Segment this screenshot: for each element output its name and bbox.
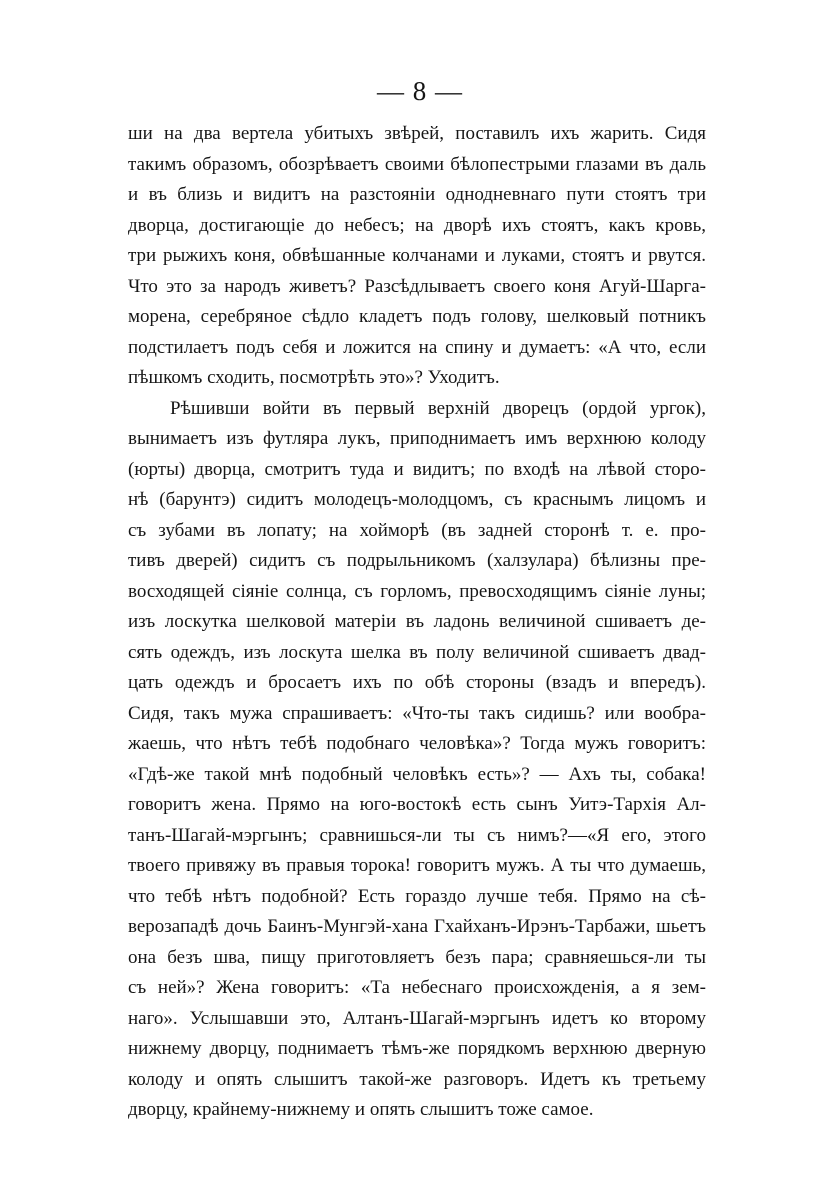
text-line: говоритъ жена. Прямо на юго-востокѣ есть сынъ Уитэ-Тархія Ал- xyxy=(128,794,706,815)
text-line: что тебѣ нѣтъ подобной? Есть гораздо лучше тебя. Прямо на сѣ- xyxy=(128,885,706,907)
text-line: съ ней»? Жена говоритъ: «Та небеснаго происхожденія, а я зем- xyxy=(128,977,706,998)
text-line: дворцу, крайнему-нижнему и опять слышитъ тоже самое. xyxy=(128,1099,594,1120)
text-line: три рыжихъ коня, обвѣшанные колчанами и луками, стоятъ и рвутся. xyxy=(128,245,706,266)
text-line: сять одеждъ, изъ лоскута шелка въ полу величиной сшиваетъ двад- xyxy=(128,641,706,663)
text-line: нѣ (барунтэ) сидитъ молодецъ-молодцомъ, съ краснымъ лицомъ и xyxy=(128,489,706,510)
body-text xyxy=(128,119,706,1126)
text-line: колоду и опять слышитъ такой-же разговоръ. Идетъ къ третьему xyxy=(128,1068,706,1090)
text-line: дворца, достигающіе до небесъ; на дворѣ ихъ стоятъ, какъ кровь, xyxy=(128,214,706,236)
text-line: (юрты) дворца, смотритъ туда и видитъ; по входѣ на лѣвой сторо- xyxy=(128,458,706,480)
text-line: изъ лоскутка шелковой матеріи въ ладонь величиной сшиваетъ де- xyxy=(128,611,706,632)
text-line: «Гдѣ-же такой мнѣ подобный человѣкъ есть»? — Ахъ ты, собака! xyxy=(128,763,706,785)
text-line: твоего привяжу въ правыя торока! говоритъ мужъ. А ты что думаешь, xyxy=(128,855,706,876)
text-line: Рѣшивши войти въ первый верхній дворецъ (ордой ургок), xyxy=(170,397,706,419)
text-line: она безъ шва, пищу приготовляетъ безъ пара; сравняешься-ли ты xyxy=(128,946,706,968)
text-line: Сидя, такъ мужа спрашиваетъ: «Что-ты такъ сидишь? или вообра- xyxy=(128,702,706,724)
text-line: тивъ дверей) сидитъ съ подрыльникомъ (халзулара) бѣлизны пре- xyxy=(128,550,706,571)
text-line: нижнему дворцу, поднимаетъ тѣмъ-же порядкомъ верхнюю дверную xyxy=(128,1038,706,1059)
text-line: жаешь, что нѣтъ тебѣ подобнаго человѣка»? Тогда мужъ говоритъ: xyxy=(128,733,706,754)
text-line: цать одеждъ и бросаетъ ихъ по обѣ стороны (взадъ и впередъ). xyxy=(128,672,706,693)
text-line: подстилаетъ подъ себя и ложится на спину и думаетъ: «А что, если xyxy=(128,336,706,358)
text-line: Что это за народъ живетъ? Разсѣдлываетъ своего коня Агуй-Шарга- xyxy=(128,275,706,297)
text-line: ши на два вертела убитыхъ звѣрей, поставилъ ихъ жарить. Сидя xyxy=(128,123,706,144)
text-line: пѣшкомъ сходить, посмотрѣть это»? Уходитъ. xyxy=(128,367,500,388)
text-line: съ зубами въ лопату; на хойморѣ (въ задней сторонѣ т. е. про- xyxy=(128,519,706,541)
text-line: восходящей сіяніе солнца, съ горломъ, превосходящимъ сіяніе луны; xyxy=(128,580,706,602)
text-line: вынимаетъ изъ футляра лукъ, приподнимаетъ имъ верхнюю колоду xyxy=(128,428,706,449)
text-line: верозападѣ дочь Баинъ-Мунгэй-хана Гхайханъ-Ирэнъ-Тарбажи, шьетъ xyxy=(128,916,706,937)
text-line: наго». Услышавши это, Алтанъ-Шагай-мэргынъ идетъ ко второму xyxy=(128,1007,706,1029)
text-line: танъ-Шагай-мэргынъ; сравнишься-ли ты съ нимъ?—«Я его, этого xyxy=(128,824,706,846)
text-line: морена, серебряное сѣдло кладетъ подъ голову, шелковый потникъ xyxy=(128,306,706,327)
text-line: такимъ образомъ, обозрѣваетъ своими бѣлопестрыми глазами въ даль xyxy=(128,153,706,175)
page-number: — 8 — xyxy=(377,76,463,106)
text-line: и въ близь и видитъ на разстояніи однодневнаго пути стоятъ три xyxy=(128,184,706,205)
